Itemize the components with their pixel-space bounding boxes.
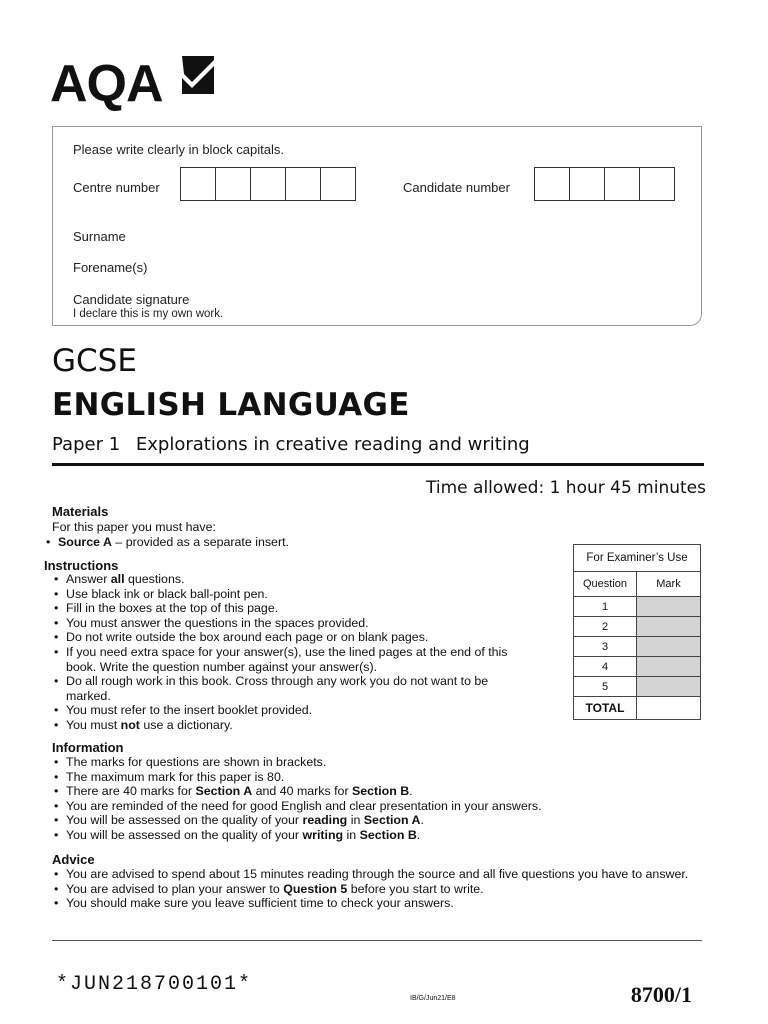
instruction-item xyxy=(52,630,534,645)
examiners-use-table xyxy=(573,544,701,720)
information-item-text: You are reminded of the need for good English and clear presentation in your answers. xyxy=(66,798,542,813)
instruction-text: Do all rough work in this book. Cross through any work you do not want to be marked. xyxy=(66,674,489,703)
materials-item-bold: Source A xyxy=(58,535,112,549)
information-item-text: and 40 marks for xyxy=(252,784,353,799)
advice-item xyxy=(52,867,692,882)
information-list xyxy=(52,755,692,843)
instruction-text: Use black ink or black ball-point pen. xyxy=(66,586,268,601)
digit-box[interactable] xyxy=(180,167,216,201)
qualification-title: GCSE xyxy=(52,343,137,379)
paper-number: Paper 1 xyxy=(52,434,121,455)
information-item xyxy=(52,784,692,799)
question-number-cell: 4 xyxy=(574,657,637,677)
materials-intro: For this paper you must have: xyxy=(52,519,216,534)
time-allowed: Time allowed: 1 hour 45 minutes xyxy=(426,478,706,498)
paper-code: 8700/1 xyxy=(630,982,692,1007)
instruction-item xyxy=(52,572,534,587)
information-item-bold: writing xyxy=(302,827,344,842)
instructions-heading: Instructions xyxy=(44,558,119,573)
instruction-bold: not xyxy=(120,717,140,732)
information-item-text: . xyxy=(409,784,413,799)
instruction-text: You must answer the questions in the spaces provided. xyxy=(66,615,369,630)
materials-heading: Materials xyxy=(52,504,109,519)
information-item-text: You will be assessed on the quality of your xyxy=(66,827,303,842)
information-item-text: in xyxy=(343,827,360,842)
advice-item-bold: Question 5 xyxy=(283,881,348,896)
information-item xyxy=(52,828,692,843)
information-item-text: You will be assessed on the quality of your xyxy=(66,813,303,828)
candidate-number-boxes[interactable] xyxy=(535,167,675,201)
instruction-bold: all xyxy=(110,572,125,586)
information-heading: Information xyxy=(52,740,124,755)
instruction-item xyxy=(52,616,534,631)
block-capitals-instruction: Please write clearly in block capitals. xyxy=(73,142,284,157)
advice-heading: Advice xyxy=(52,852,95,867)
instruction-text: Answer xyxy=(66,572,111,586)
mark-cell xyxy=(637,657,701,677)
advice-item-text: before you start to write. xyxy=(347,881,484,896)
instruction-item xyxy=(52,674,534,703)
question-number-cell: 3 xyxy=(574,637,637,657)
instruction-text: You must refer to the insert booklet provided. xyxy=(66,703,313,718)
examiner-row xyxy=(574,617,701,637)
digit-box[interactable] xyxy=(215,167,251,201)
digit-box[interactable] xyxy=(320,167,356,201)
declaration-text: I declare this is my own work. xyxy=(73,308,224,320)
question-number-cell: 1 xyxy=(574,597,637,617)
information-item-text: The maximum mark for this paper is 80. xyxy=(66,769,285,784)
instruction-item xyxy=(52,718,534,733)
examiners-use-title: For Examiner’s Use xyxy=(574,545,701,572)
forename-label: Forename(s) xyxy=(73,260,148,275)
materials-list xyxy=(44,535,544,550)
digit-box[interactable] xyxy=(534,167,570,201)
subject-title: ENGLISH LANGUAGE xyxy=(52,387,410,423)
materials-item-text: – provided as a separate insert. xyxy=(111,535,289,549)
information-item-text: . xyxy=(420,813,424,828)
digit-box[interactable] xyxy=(604,167,640,201)
instruction-item xyxy=(52,645,534,674)
information-item-bold: reading xyxy=(302,813,348,828)
aqa-tick-logo-icon xyxy=(178,54,218,100)
materials-section xyxy=(52,505,216,534)
footer-divider xyxy=(52,940,702,941)
instruction-text: questions. xyxy=(124,572,185,586)
barcode-text: *JUN218700101* xyxy=(56,973,253,996)
advice-list xyxy=(52,867,692,911)
total-mark-cell xyxy=(637,697,701,720)
examiner-row xyxy=(574,677,701,697)
instruction-item xyxy=(52,703,534,718)
information-item xyxy=(52,799,692,814)
signature-label: Candidate signature xyxy=(73,292,190,307)
question-column-header: Question xyxy=(574,572,637,597)
instruction-item xyxy=(52,587,534,602)
paper-title xyxy=(52,434,530,455)
examiner-row xyxy=(574,597,701,617)
instruction-item xyxy=(52,601,534,616)
instruction-text: Do not write outside the box around each page or on blank pages. xyxy=(66,630,429,645)
candidate-number-label: Candidate number xyxy=(403,180,510,195)
advice-item xyxy=(52,896,692,911)
title-divider xyxy=(52,463,704,466)
candidate-details-box xyxy=(52,126,702,326)
question-number-cell: 5 xyxy=(574,677,637,697)
total-label: TOTAL xyxy=(574,697,637,720)
mark-cell xyxy=(637,597,701,617)
examiner-row xyxy=(574,637,701,657)
advice-item-text: You are advised to plan your answer to xyxy=(66,881,284,896)
information-item-text: The marks for questions are shown in brackets. xyxy=(66,755,327,769)
information-item-text: . xyxy=(416,827,421,842)
information-item-bold: Section A xyxy=(195,784,253,799)
information-item-bold: Section A xyxy=(363,813,421,828)
digit-box[interactable] xyxy=(250,167,286,201)
information-item xyxy=(52,755,692,770)
digit-box[interactable] xyxy=(285,167,321,201)
mark-column-header: Mark xyxy=(637,572,701,597)
information-item-bold: Section B xyxy=(352,784,410,799)
information-item xyxy=(52,770,692,785)
aqa-logo-text: AQA xyxy=(50,55,163,113)
advice-item-text: You should make sure you leave sufficient time to check your answers. xyxy=(66,896,454,911)
question-number-cell: 2 xyxy=(574,617,637,637)
digit-box[interactable] xyxy=(639,167,675,201)
instruction-text: Fill in the boxes at the top of this page. xyxy=(66,601,279,616)
instruction-text: You must xyxy=(66,717,121,732)
paper-name: Explorations in creative reading and writing xyxy=(135,434,530,455)
instructions-list xyxy=(52,572,534,733)
digit-box[interactable] xyxy=(569,167,605,201)
information-item-text: in xyxy=(347,813,364,828)
materials-item xyxy=(44,535,544,550)
instruction-text: use a dictionary. xyxy=(139,717,233,732)
document-reference: IB/G/Jun21/E8 xyxy=(410,995,456,1002)
information-item-bold: Section B xyxy=(359,827,417,842)
mark-cell xyxy=(637,637,701,657)
advice-item-text: You are advised to spend about 15 minutes reading through the source and all five questions you have to answer. xyxy=(66,867,689,881)
centre-number-boxes[interactable] xyxy=(181,167,356,201)
surname-label: Surname xyxy=(73,229,126,244)
mark-cell xyxy=(637,617,701,637)
information-item xyxy=(52,813,692,828)
centre-number-label: Centre number xyxy=(73,180,160,195)
information-item-text: There are 40 marks for xyxy=(66,784,196,799)
mark-cell xyxy=(637,677,701,697)
advice-item xyxy=(52,882,692,897)
instruction-text: If you need extra space for your answer(s), use the lined pages at the end of this book. Write the question number against your answer(s). xyxy=(66,644,508,674)
examiner-row xyxy=(574,657,701,677)
